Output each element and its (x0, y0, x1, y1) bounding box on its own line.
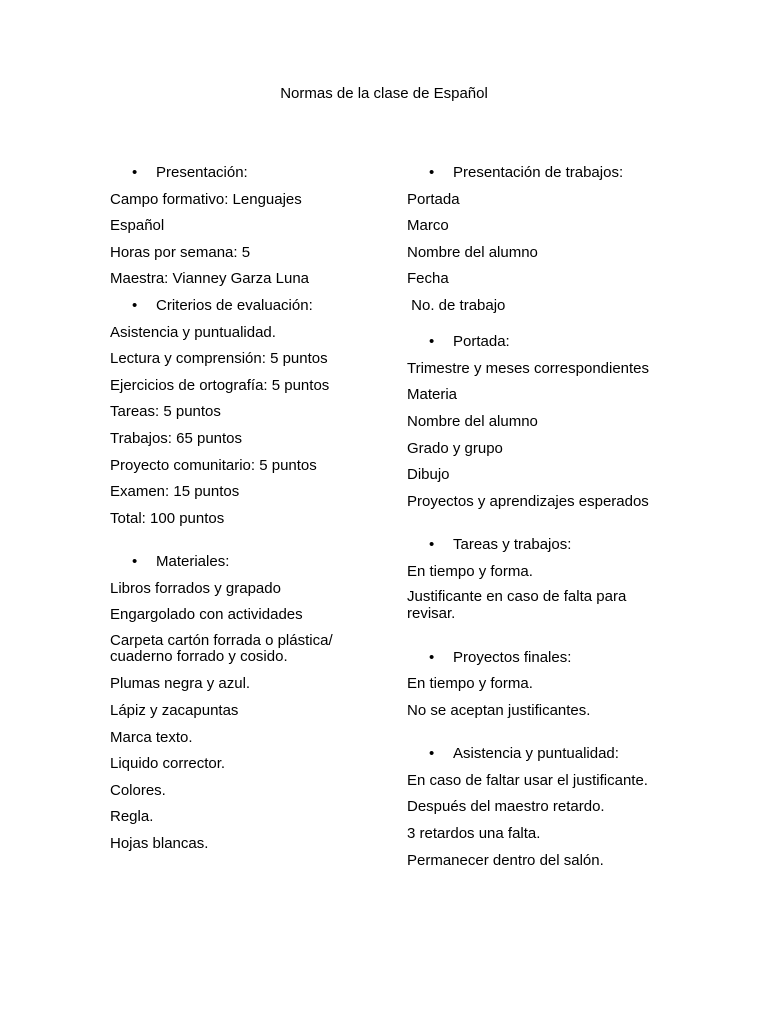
list-item: Trabajos: 65 puntos (110, 429, 243, 447)
list-item: Fecha (407, 270, 449, 288)
list-item: Después del maestro retardo. (407, 798, 605, 816)
list-item: En tiempo y forma. (407, 675, 533, 693)
list-item: Carpeta cartón forrada o plástica/ cuaderno forrado y cosido. (110, 631, 333, 666)
right-column (407, 164, 707, 878)
list-item: Horas por semana: 5 (110, 243, 251, 261)
list-item: Marca texto. (110, 728, 193, 746)
list-item: No. de trabajo (407, 296, 506, 314)
list-item: Nombre del alumno (407, 412, 538, 430)
bullet-icon: • (429, 648, 435, 666)
bullet-icon: • (132, 553, 138, 571)
bullet-icon: • (429, 745, 435, 763)
list-item: Proyectos y aprendizajes esperados (407, 492, 649, 510)
list-item: Liquido corrector. (110, 755, 226, 773)
list-item: Marco (407, 217, 449, 235)
section-heading-proyectos: • Proyectos finales: (429, 648, 572, 666)
list-item: Maestra: Vianney Garza Luna (110, 270, 310, 288)
list-item: Campo formativo: Lenguajes (110, 190, 302, 208)
list-item: Total: 100 puntos (110, 509, 225, 527)
section-heading-presentacion: • Presentación: (132, 164, 248, 181)
section-heading-asistencia: • Asistencia y puntualidad: (429, 745, 619, 763)
bullet-icon: • (132, 164, 138, 181)
list-item: 3 retardos una falta. (407, 825, 541, 843)
list-item: Nombre del alumno (407, 243, 538, 261)
list-item: Hojas blancas. (110, 835, 209, 853)
list-item: Asistencia y puntualidad. (110, 323, 276, 341)
list-item: Lectura y comprensión: 5 puntos (110, 350, 328, 368)
list-item: Examen: 15 puntos (110, 483, 240, 501)
section-heading-tareas: • Tareas y trabajos: (429, 536, 572, 554)
list-item: Grado y grupo (407, 439, 503, 457)
list-item: En tiempo y forma. (407, 562, 533, 580)
list-item: Dibujo (407, 466, 450, 484)
list-item: Ejercicios de ortografía: 5 puntos (110, 376, 330, 394)
list-item: Tareas: 5 puntos (110, 403, 221, 421)
list-item: Libros forrados y grapado (110, 579, 281, 597)
section-heading-materiales: • Materiales: (132, 553, 230, 571)
section-heading-presentacion-trabajos: • Presentación de trabajos: (429, 164, 624, 181)
list-item: Justificante en caso de falta para revisar. (407, 588, 627, 622)
bullet-icon: • (429, 536, 435, 554)
list-item: Permanecer dentro del salón. (407, 851, 604, 869)
list-item: Proyecto comunitario: 5 puntos (110, 456, 317, 474)
list-item: Colores. (110, 781, 166, 799)
list-item: Lápiz y zacapuntas (110, 702, 239, 720)
list-item: Plumas negra y azul. (110, 675, 251, 693)
page-title: Normas de la clase de Español (280, 85, 488, 102)
left-column (110, 164, 390, 862)
list-item: En caso de faltar usar el justificante. (407, 771, 648, 789)
list-item: Portada (407, 190, 460, 208)
bullet-icon: • (429, 333, 435, 351)
list-item: No se aceptan justificantes. (407, 701, 591, 719)
section-heading-criterios: • Criterios de evaluación: (132, 296, 313, 314)
bullet-icon: • (429, 164, 435, 181)
list-item: Materia (407, 386, 458, 404)
section-heading-portada: • Portada: (429, 333, 510, 351)
list-item: Regla. (110, 808, 154, 826)
list-item: Trimestre y meses correspondientes (407, 359, 650, 377)
list-item: Español (110, 217, 165, 235)
bullet-icon: • (132, 296, 138, 314)
list-item: Engargolado con actividades (110, 606, 303, 624)
